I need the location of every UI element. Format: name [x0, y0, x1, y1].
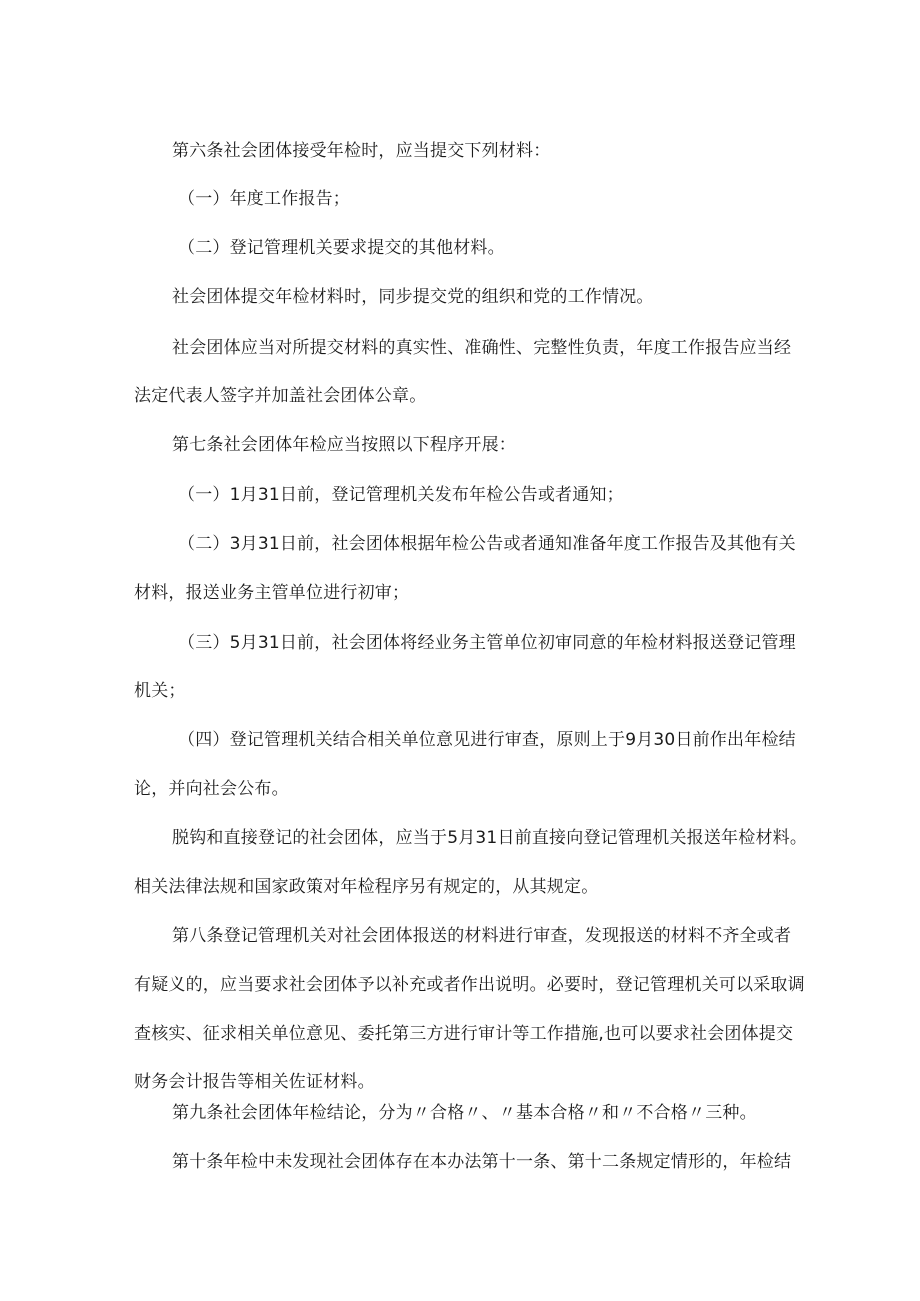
article-7-item-3-line-1: （三）5月31日前，社会团体将经业务主管单位初审同意的年检材料报送登记管理: [178, 633, 796, 653]
article-8-line-1: 第八条登记管理机关对社会团体报送的材料进行审查，发现报送的材料不齐全或者: [172, 926, 792, 946]
responsibility-paragraph-line-1: 社会团体应当对所提交材料的真实性、准确性、完整性负责，年度工作报告应当经: [172, 338, 792, 358]
article-7-item-2-line-1: （二）3月31日前，社会团体根据年检公告或者通知准备年度工作报告及其他有关: [178, 534, 796, 554]
article-8-line-4: 财务会计报告等相关佐证材料。: [134, 1072, 375, 1092]
article-7-item-1: （一）1月31日前，登记管理机关发布年检公告或者通知；: [178, 485, 624, 505]
article-10-line-1: 第十条年检中未发现社会团体存在本办法第十一条、第十二条规定情形的，年检结: [172, 1152, 792, 1172]
article-7-item-4-line-2: 论，并向社会公布。: [134, 779, 289, 799]
decoupled-paragraph: 脱钩和直接登记的社会团体，应当于5月31日前直接向登记管理机关报送年检材料。: [172, 828, 808, 848]
article-7-item-2-line-2: 材料，报送业务主管单位进行初审；: [134, 583, 410, 603]
article-6-heading: 第六条社会团体接受年检时，应当提交下列材料：: [172, 141, 551, 161]
responsibility-paragraph-line-2: 法定代表人签字并加盖社会团体公章。: [134, 386, 427, 406]
article-7-item-3-line-2: 机关；: [134, 681, 186, 701]
party-work-paragraph: 社会团体提交年检材料时，同步提交党的组织和党的工作情况。: [172, 287, 654, 307]
article-6-item-1: （一）年度工作报告；: [178, 189, 350, 209]
laws-paragraph: 相关法律法规和国家政策对年检程序另有规定的，从其规定。: [134, 877, 599, 897]
article-8-line-2: 有疑义的，应当要求社会团体予以补充或者作出说明。必要时，登记管理机关可以采取调: [134, 975, 805, 995]
article-7-heading: 第七条社会团体年检应当按照以下程序开展：: [172, 435, 516, 455]
article-7-item-4-line-1: （四）登记管理机关结合相关单位意见进行审查，原则上于9月30日前作出年检结: [178, 730, 796, 750]
article-6-item-2: （二）登记管理机关要求提交的其他材料。: [178, 238, 505, 258]
article-9-paragraph: 第九条社会团体年检结论，分为〃合格〃、〃基本合格〃和〃不合格〃三种。: [172, 1103, 757, 1123]
article-8-line-3: 查核实、征求相关单位意见、委托第三方进行审计等工作措施,也可以要求社会团体提交: [134, 1024, 794, 1044]
